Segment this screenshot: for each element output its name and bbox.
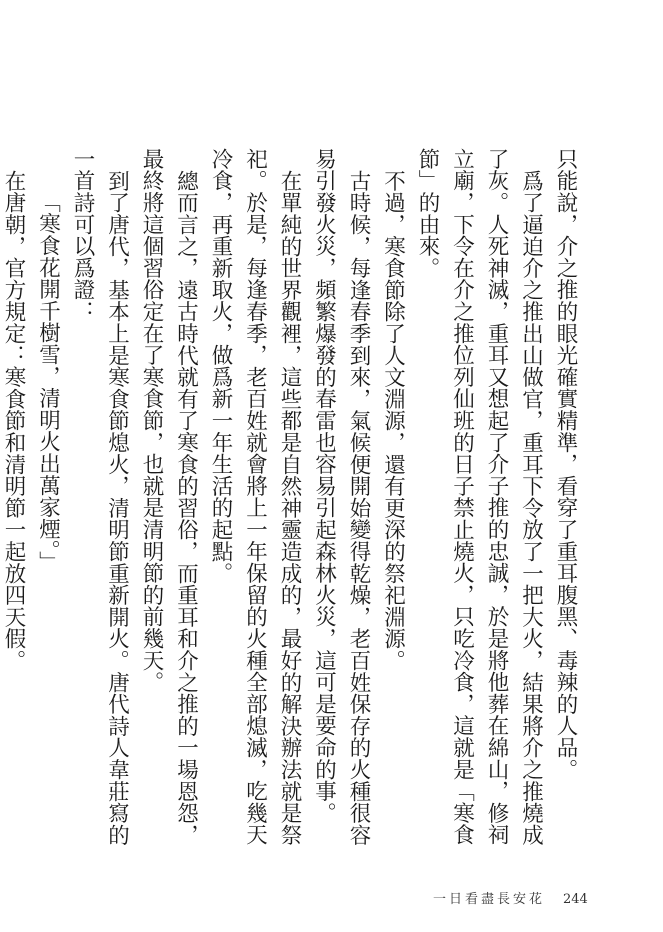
- paragraph-5: 在單純的世界觀裡，這些都是自然神靈造成的，最好的解決辦法就是祭祀。於是，每逢春季，老百姓就會將上一年保留的火種全部熄滅，吃幾天冷食，再重新取火，做爲新一年生活的起點。: [208, 148, 302, 846]
- paragraph-3: 不過，寒食節除了人文淵源，還有更深的祭祀淵源。: [380, 169, 406, 671]
- poem-quote: 「寒食花開千樹雪，清明火出萬家煙。」: [35, 191, 61, 573]
- paragraph-8: 在唐朝，官方規定：寒食節和清明節一起放四天假。: [1, 169, 26, 671]
- paragraph-1: 只能說，介之推的眼光確實精準，看穿了重耳腹黑、毒辣的人品。: [553, 148, 578, 781]
- vertical-text-body: [1, 148, 582, 853]
- page-footer: [433, 888, 588, 907]
- paragraph-2: 爲了逼迫介之推出山做官，重耳下令放了一把大火，結果將介之推燒成了灰。人死神滅，重耳又想起了介子推的忠誠，於是將他葬在綿山，修祠立廟，下令在介之推位列仙班的日子禁止燒火，只吃冷食，這就是「寒食節」的由來。: [415, 148, 544, 846]
- page-number: 244: [563, 892, 588, 907]
- paragraph-7: 到了唐代，基本上是寒食節熄火，清明節重新開火。唐代詩人韋莊寫的一首詩可以爲證：: [70, 148, 130, 846]
- paragraph-6: 總而言之，遠古時代就有了寒食的習俗，而重耳和介之推的一場恩怨，最終將這個習俗定在了寒食節，也就是清明節的前幾天。: [139, 148, 199, 846]
- paragraph-4: 古時候，每逢春季到來，氣候便開始變得乾燥，老百姓保存的火種很容易引發火災，頻繁爆發的春雷也容易引起森林火災，這可是要命的事。: [311, 148, 371, 846]
- running-book-title: 一日看盡長安花: [433, 892, 546, 907]
